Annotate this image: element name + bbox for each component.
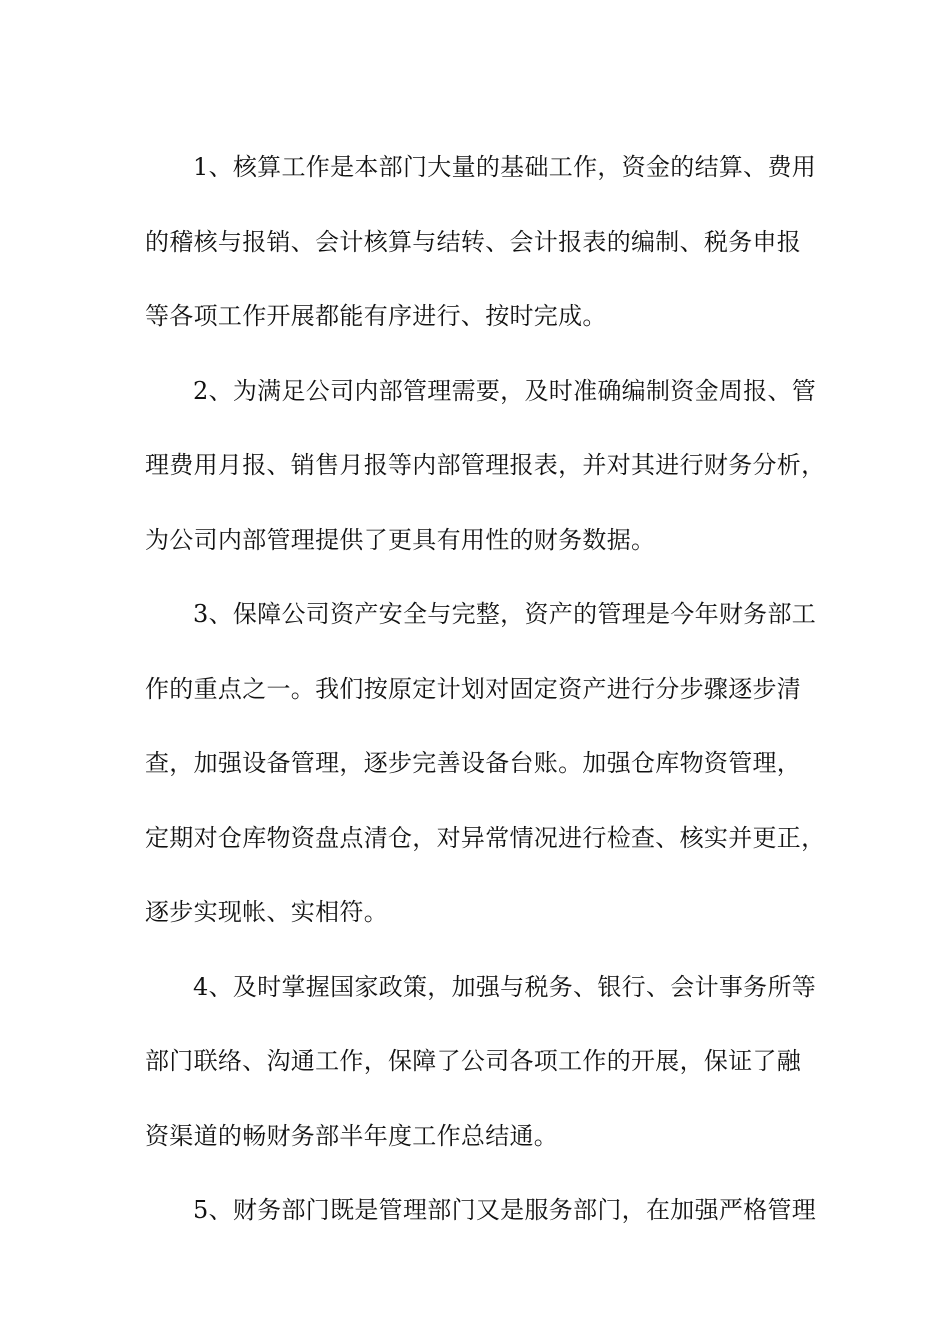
paragraph-2 [145, 354, 825, 578]
paragraph-line: 2、为满足公司内部管理需要，及时准确编制资金周报、管 [193, 376, 817, 405]
paragraph-line: 5、财务部门既是管理部门又是服务部门，在加强严格管理 [193, 1196, 817, 1224]
paragraph-line: 为公司内部管理提供了更具有用性的财务数据。 [145, 525, 656, 554]
paragraph-line: 逐步实现帐、实相符。 [145, 898, 388, 926]
paragraph-line: 1、核算工作是本部门大量的基础工作，资金的结算、费用 [193, 153, 817, 181]
paragraph-line: 3、保障公司资产安全与完整，资产的管理是今年财务部工 [193, 600, 817, 628]
document-body [145, 130, 825, 1248]
paragraph-1 [145, 130, 825, 354]
paragraph-3 [145, 577, 825, 950]
paragraph-line: 定期对仓库物资盘点清仓，对异常情况进行检查、核实并更正， [145, 823, 826, 852]
paragraph-line: 的稽核与报销、会计核算与结转、会计报表的编制、税务申报 [145, 227, 802, 256]
paragraph-5 [145, 1173, 825, 1248]
paragraph-line: 等各项工作开展都能有序进行、按时完成。 [145, 302, 607, 330]
paragraph-line: 查，加强设备管理，逐步完善设备台账。加强仓库物资管理， [145, 749, 802, 777]
paragraph-line: 理费用月报、销售月报等内部管理报表，并对其进行财务分析， [145, 451, 826, 479]
paragraph-line: 作的重点之一。我们按原定计划对固定资产进行分步骤逐步清 [145, 674, 802, 703]
paragraph-line: 部门联络、沟通工作，保障了公司各项工作的开展，保证了融 [145, 1047, 802, 1075]
paragraph-line: 4、及时掌握国家政策，加强与税务、银行、会计事务所等 [193, 972, 817, 1001]
paragraph-line: 资渠道的畅财务部半年度工作总结通。 [145, 1121, 559, 1150]
paragraph-4 [145, 950, 825, 1174]
